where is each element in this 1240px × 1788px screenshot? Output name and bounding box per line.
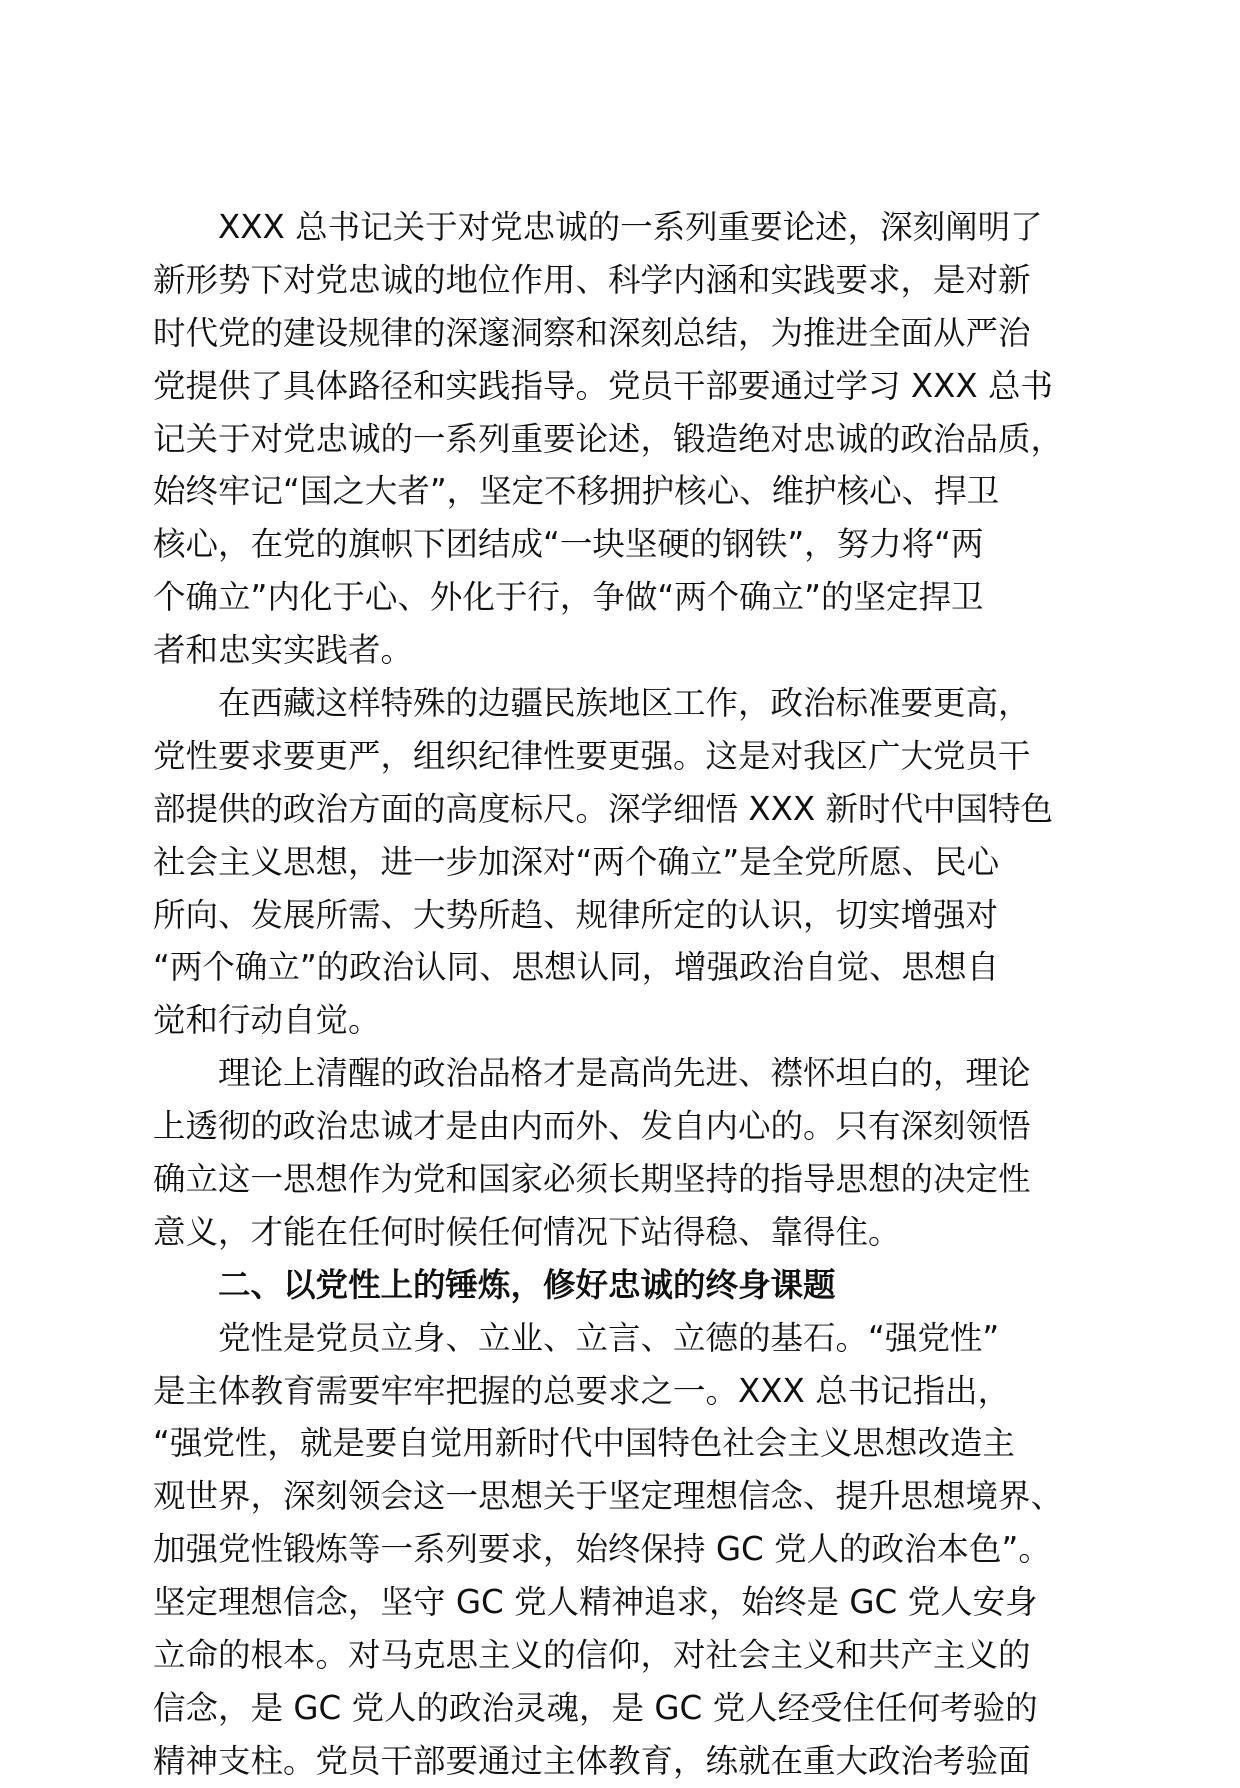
text-line: 是主体教育需要牢牢把握的总要求之一。XXX 总书记指出， <box>153 1371 1011 1410</box>
text-line: 部提供的政治方面的高度标尺。深学细悟 XXX 新时代中国特色 <box>153 789 1053 828</box>
text-line: 观世界，深刻领会这一思想关于坚定理想信念、提升思想境界、 <box>153 1477 1064 1516</box>
text-line: 所向、发展所需、大势所趋、规律所定的认识，切实增强对 <box>153 895 999 934</box>
text-line: 新形势下对党忠诚的地位作用、科学内涵和实践要求，是对新 <box>153 260 1031 299</box>
text-line: 始终牢记“国之大者”，坚定不移拥护核心、维护核心、捍卫 <box>153 472 1000 511</box>
text-line: 信念，是 GC 党人的政治灵魂，是 GC 党人经受住任何考验的 <box>153 1688 1038 1727</box>
paragraph-3 <box>153 1047 1083 1259</box>
text-line: 觉和行动自觉。 <box>153 1001 381 1040</box>
text-line: 党提供了具体路径和实践指导。党员干部要通过学习 XXX 总书 <box>153 366 1053 405</box>
text-line: 时代党的建设规律的深邃洞察和深刻总结，为推进全面从严治 <box>153 313 1031 352</box>
text-line: 社会主义思想，进一步加深对“两个确立”是全党所愿、民心 <box>153 842 1000 881</box>
text-line: 者和忠实实践者。 <box>153 631 414 670</box>
text-line: 记关于对党忠诚的一系列重要论述，锻造绝对忠诚的政治品质， <box>153 419 1064 458</box>
text-line: 意义，才能在任何时候任何情况下站得稳、靠得住。 <box>153 1212 901 1251</box>
text-line: 在西藏这样特殊的边疆民族地区工作，政治标准要更高， <box>218 684 1031 723</box>
text-line: XXX 总书记关于对党忠诚的一系列重要论述，深刻阐明了 <box>218 208 1043 246</box>
text-line: 党性要求要更严，组织纪律性要更强。这是对我区广大党员干 <box>153 736 1031 775</box>
text-line: 坚定理想信念，坚守 GC 党人精神追求，始终是 GC 党人安身 <box>153 1583 1038 1622</box>
text-line: 确立这一思想作为党和国家必须长期坚持的指导思想的决定性 <box>153 1160 1031 1199</box>
text-line: 个确立”内化于心、外化于行，争做“两个确立”的坚定捍卫 <box>153 578 984 617</box>
text-line: 加强党性锻炼等一系列要求，始终保持 GC 党人的政治本色”。 <box>153 1530 1051 1569</box>
text-line: 上透彻的政治忠诚才是由内而外、发自内心的。只有深刻领悟 <box>153 1107 1031 1146</box>
paragraph-1 <box>153 201 1083 677</box>
text-line: “两个确立”的政治认同、思想认同，增强政治自觉、思想自 <box>153 948 1000 987</box>
section-heading: 二、以党性上的锤炼，修好忠诚的终身课题 <box>218 1265 836 1304</box>
text-line: 精神支柱。党员干部要通过主体教育，练就在重大政治考验面 <box>153 1741 1031 1780</box>
text-line: 理论上清醒的政治品格才是高尚先进、襟怀坦白的，理论 <box>218 1054 1031 1093</box>
document-body <box>153 201 1083 1788</box>
paragraph-2 <box>153 677 1083 1047</box>
text-line: “强党性，就是要自觉用新时代中国特色社会主义思想改造主 <box>153 1424 1015 1463</box>
text-line: 核心，在党的旗帜下团结成“一块坚硬的钢铁”，努力将“两 <box>153 525 984 564</box>
text-line: 立命的根本。对马克思主义的信仰，对社会主义和共产主义的 <box>153 1636 1031 1675</box>
paragraph-4 <box>153 1312 1083 1788</box>
text-line: 党性是党员立身、立业、立言、立德的基石。“强党性” <box>218 1318 1000 1357</box>
